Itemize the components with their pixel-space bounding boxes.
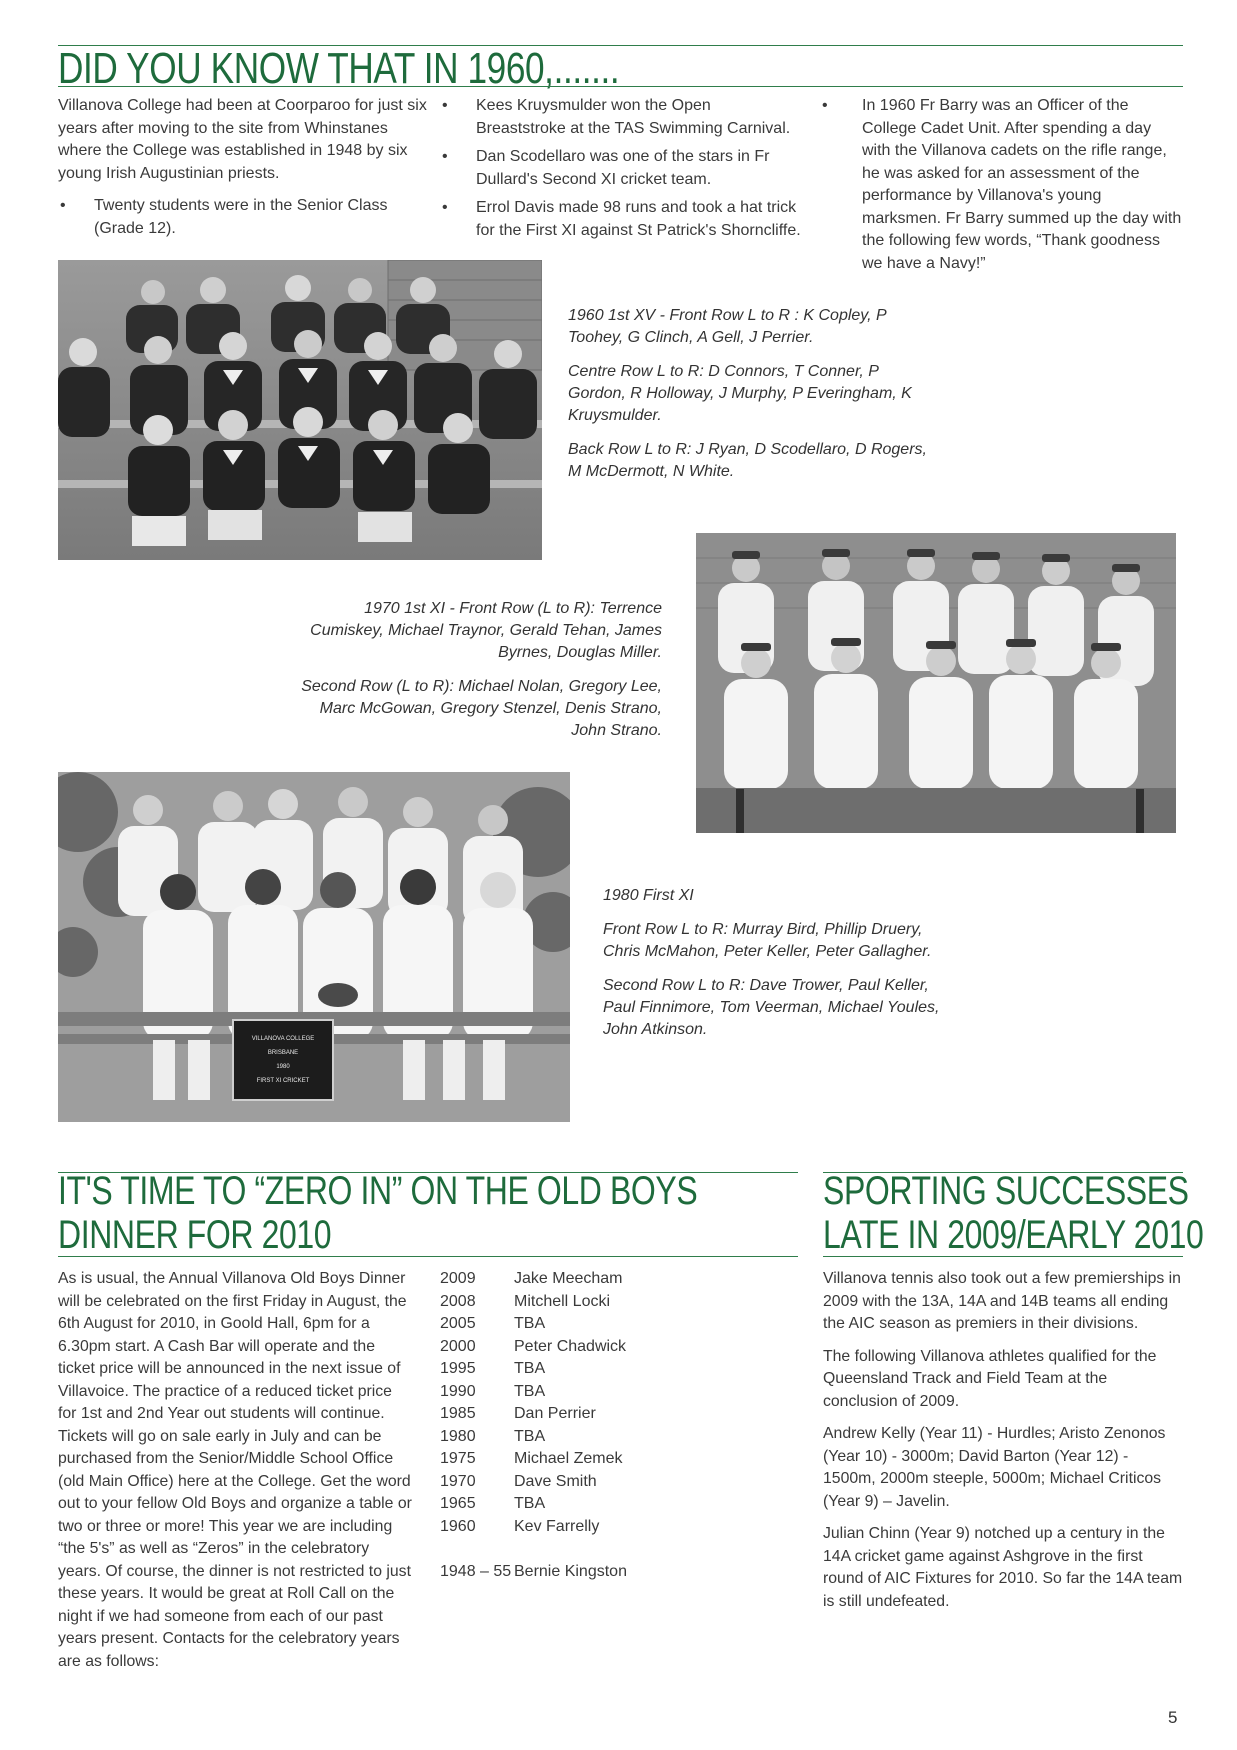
contact-year: 2005 <box>440 1315 476 1332</box>
bullet-dot: • <box>442 199 448 216</box>
bullet-text: Dan Scodellaro was one of the stars in Fr Dullard's Second XI cricket team. <box>476 148 770 188</box>
sporting-heading-line-2: LATE IN 2009/EARLY 2010 <box>823 1213 1204 1257</box>
contact-year: 1970 <box>440 1472 476 1490</box>
contacts-table <box>440 1268 627 1583</box>
table-row <box>440 1516 627 1539</box>
contact-year: 2009 <box>440 1270 476 1287</box>
dinner-underline <box>58 1256 798 1257</box>
did-you-know-bullet <box>820 95 1182 275</box>
caption-line: Second Row L to R: Dave Trower, Paul Keller, Paul Finnimore, Tom Veerman, Michael Youles, John Atkinson. <box>603 977 940 1038</box>
table-row <box>440 1336 627 1359</box>
sign-line: FIRST XI CRICKET <box>256 1078 310 1084</box>
contact-name: Dan Perrier <box>514 1405 596 1422</box>
contact-year: 1980 <box>440 1427 476 1445</box>
table-row <box>440 1291 627 1314</box>
table-row <box>440 1313 627 1336</box>
caption-line: Back Row L to R: J Ryan, D Scodellaro, D Rogers, M McDermott, N White. <box>568 441 927 480</box>
did-you-know-col-2 <box>440 95 805 242</box>
table-row <box>440 1381 627 1404</box>
dinner-heading-line-1: IT'S TIME TO “ZERO IN” ON THE OLD BOYS <box>58 1169 698 1213</box>
contact-name: TBA <box>514 1360 546 1377</box>
caption-line: Second Row (L to R): Michael Nolan, Gregory Lee, Marc McGowan, Gregory Stenzel, Denis Strano, John Strano. <box>301 678 662 739</box>
contact-name: Peter Chadwick <box>514 1337 627 1355</box>
table-row <box>440 1426 627 1449</box>
contact-year: 2008 <box>440 1292 476 1310</box>
table-row <box>440 1358 627 1381</box>
caption-1980-cricket <box>603 885 953 1053</box>
bullet-dot: • <box>60 197 66 214</box>
table-row <box>440 1403 627 1426</box>
contact-name: TBA <box>514 1315 546 1332</box>
table-row <box>440 1268 627 1291</box>
contact-name: Bernie Kingston <box>514 1562 627 1580</box>
caption-line: Centre Row L to R: D Connors, T Conner, P Gordon, R Holloway, J Murphy, P Everingham, K Kruysmulder. <box>568 363 912 424</box>
bullet-dot: • <box>442 97 448 114</box>
contact-name: Jake Meecham <box>514 1270 623 1287</box>
did-you-know-underline <box>58 86 1183 87</box>
table-row <box>440 1448 627 1471</box>
contact-year: 1975 <box>440 1450 476 1467</box>
bullet-text: Errol Davis made 98 runs and took a hat trick for the First XI against St Patrick's Shorncliffe. <box>476 199 801 239</box>
sporting-paragraph: The following Villanova athletes qualified for the Queensland Track and Field Team at the conclusion of 2009. <box>823 1347 1157 1410</box>
sporting-underline <box>823 1256 1183 1257</box>
dinner-heading-line-2: DINNER FOR 2010 <box>58 1213 332 1257</box>
contact-year: 1948 – 55 <box>440 1562 512 1580</box>
caption-1970-cricket <box>290 598 662 754</box>
contact-year: 1965 <box>440 1495 476 1512</box>
did-you-know-col-1 <box>58 95 428 240</box>
bullet-dot: • <box>442 148 448 165</box>
team-photo-1980-cricket <box>58 772 570 1122</box>
sporting-paragraph: Julian Chinn (Year 9) notched up a century in the 14A cricket game against Ashgrove in the first round of AIC Fixtures for 2010. So far the 14A team is still undefeated. <box>823 1525 1183 1610</box>
team-sign <box>233 1020 333 1100</box>
caption-line: Front Row L to R: Murray Bird, Phillip Druery, Chris McMahon, Peter Keller, Peter Gallagher. <box>603 921 932 960</box>
bullet-text: In 1960 Fr Barry was an Officer of the College Cadet Unit. After spending a day with the Villanova cadets on the rifle range, he was asked for an assessment of the performance by Villanova's young marksmen. Fr Barry summed up the day with the following few words, “Thank goodness we have a Navy!” <box>862 97 1182 272</box>
contact-name: TBA <box>514 1495 546 1512</box>
did-you-know-bullet <box>440 197 805 242</box>
did-you-know-intro: Villanova College had been at Coorparoo for just six years after moving to the site from Whinstanes where the College was established in 1948 by six young Irish Augustinian priests. <box>58 97 427 182</box>
contact-name: Dave Smith <box>514 1472 597 1490</box>
dinner-paragraph: As is usual, the Annual Villanova Old Boys Dinner will be celebrated on the first Friday in August, the 6th August for 2010, in Goold Hall, 6pm for a 6.30pm start. A Cash Bar will operate and the ticket price will be announced in the next issue of Villavoice. The practice of a reduced ticket price for 1st and 2nd Year out students will continue. Tickets will go on sale early in July and can be purchased from the Senior/Middle School Office (old Main Office) here at the College. Get the word out to your fellow Old Boys and organize a table or two or three or more! This year we are including “the 5's” as well as “Zeros” in the celebratory years. Of course, the dinner is not restricted to just these years. It would be great at Roll Call on the night if we had someone from each of our past years present. Contacts for the celebratory years are as follows: <box>58 1270 412 1670</box>
caption-line: 1960 1st XV - Front Row L to R : K Copley, P Toohey, G Clinch, A Gell, J Perrier. <box>568 307 887 346</box>
team-photo-1970-cricket <box>696 533 1176 833</box>
did-you-know-bullet <box>58 195 428 240</box>
caption-line: 1980 First XI <box>603 887 694 904</box>
sporting-heading-line-1: SPORTING SUCCESSES <box>823 1169 1189 1213</box>
sporting-body <box>823 1268 1183 1613</box>
sign-line: BRISBANE <box>267 1050 299 1056</box>
contact-year: 1985 <box>440 1405 476 1422</box>
contact-name: TBA <box>514 1427 546 1445</box>
table-row <box>440 1471 627 1494</box>
bullet-text: Kees Kruysmulder won the Open Breaststroke at the TAS Swimming Carnival. <box>476 97 791 137</box>
contact-name: Mitchell Locki <box>514 1292 611 1310</box>
contact-name: Michael Zemek <box>514 1450 623 1467</box>
dinner-body <box>58 1268 412 1673</box>
contact-year: 2000 <box>440 1337 476 1355</box>
bullet-text: Twenty students were in the Senior Class (Grade 12). <box>94 197 388 237</box>
page-number: 5 <box>1168 1708 1178 1727</box>
table-row <box>440 1493 627 1516</box>
caption-line: 1970 1st XI - Front Row (L to R): Terrence Cumiskey, Michael Traynor, Gerald Tehan, James Byrnes, Douglas Miller. <box>310 600 662 661</box>
sign-line: 1980 <box>276 1064 290 1070</box>
caption-1960-rugby <box>568 305 938 495</box>
contact-year: 1990 <box>440 1382 476 1400</box>
contact-name: TBA <box>514 1382 546 1400</box>
sign-line: VILLANOVA COLLEGE <box>251 1036 315 1042</box>
sporting-paragraph: Andrew Kelly (Year 11) - Hurdles; Aristo Zenonos (Year 10) - 3000m; David Barton (Year 12) - 1500m, 2000m steeple, 5000m; Michael Criticos (Year 9) – Javelin. <box>823 1425 1166 1510</box>
contact-name: Kev Farrelly <box>514 1517 600 1535</box>
team-photo-1960-rugby <box>58 260 542 560</box>
did-you-know-bullet <box>440 146 805 191</box>
did-you-know-bullet <box>440 95 805 140</box>
bullet-dot: • <box>822 97 828 114</box>
contact-year: 1995 <box>440 1360 476 1377</box>
did-you-know-heading: DID YOU KNOW THAT IN 1960,....... <box>58 44 620 93</box>
table-row <box>440 1561 627 1584</box>
sporting-paragraph: Villanova tennis also took out a few premierships in 2009 with the 13A, 14A and 14B teams all ending the AIC season as premiers in their divisions. <box>823 1270 1181 1332</box>
did-you-know-col-3 <box>820 95 1182 275</box>
contact-year: 1960 <box>440 1517 476 1535</box>
